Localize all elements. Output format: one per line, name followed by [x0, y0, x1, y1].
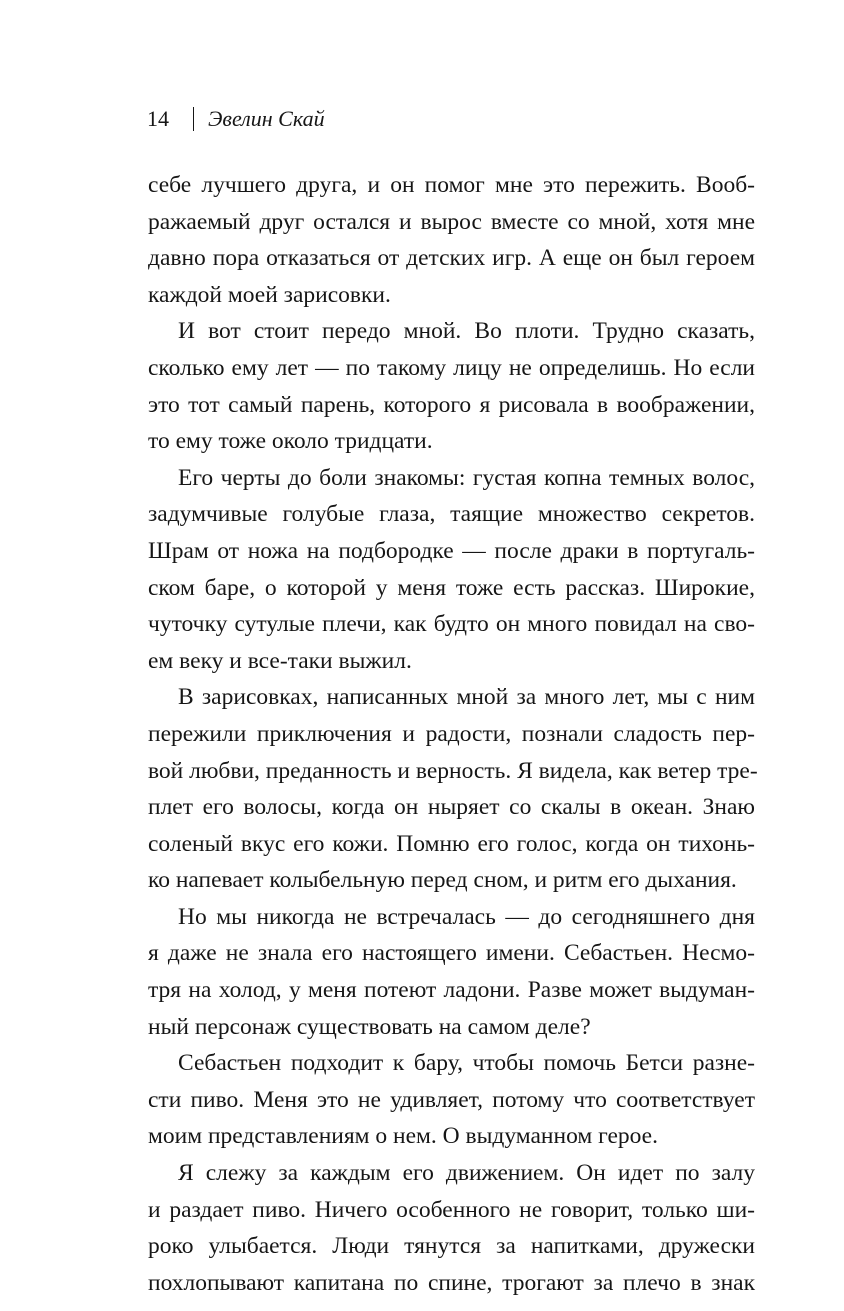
text-line: то ему тоже около тридцати.	[148, 428, 433, 455]
paragraph	[148, 679, 758, 899]
text-line: задумчивые голубые глаза, таящие множество секретов.	[148, 501, 755, 528]
text-line: похлопывают капитана по спине, трогают за плечо в знак	[148, 1269, 755, 1296]
text-line: ражаемый друг остался и вырос вместе со мной, хотя мне	[148, 208, 755, 235]
paragraph	[148, 460, 755, 680]
running-head	[147, 104, 325, 134]
text-line: Себастьен подходит к бару, чтобы помочь Бетси разне-	[178, 1050, 755, 1077]
text-line: Его черты до боли знакомы: густая копна темных волос,	[178, 464, 755, 491]
body-text	[148, 167, 758, 1301]
text-line: моим представлениям о нем. О выдуманном герое.	[148, 1123, 658, 1150]
text-line: сти пиво. Меня это не удивляет, потому что соответствует	[148, 1086, 755, 1113]
text-line: ный персонаж существовать на самом деле?	[148, 1013, 591, 1040]
text-line: Шрам от ножа на подбородке — после драки в португаль-	[148, 537, 755, 564]
text-line: плет его волосы, когда он ныряет со скалы в океан. Знаю	[148, 794, 755, 821]
paragraph	[148, 1155, 755, 1301]
paragraph	[148, 899, 755, 1045]
text-line: вой любви, преданность и верность. Я видела, как ветер тре-	[148, 757, 758, 784]
header-separator	[193, 107, 194, 131]
text-line: сколько ему лет — по такому лицу не определишь. Но если	[148, 354, 755, 381]
text-line: и раздает пиво. Ничего особенного не говорит, только ши-	[148, 1196, 755, 1223]
text-line: В зарисовках, написанных мной за много лет, мы с ним	[178, 684, 755, 711]
paragraph	[148, 313, 755, 459]
page-number: 14	[147, 106, 169, 131]
text-line: Я слежу за каждым его движением. Он идет по залу	[178, 1160, 755, 1187]
text-line: себе лучшего друга, и он помог мне это пережить. Вооб-	[148, 172, 755, 198]
text-line: это тот самый парень, которого я рисовала в воображении,	[148, 391, 755, 418]
text-line: пережили приключения и радости, познали сладость пер-	[148, 720, 755, 747]
text-line: давно пора отказаться от детских игр. А еще он был героем	[148, 245, 755, 272]
text-line: И вот стоит передо мной. Во плоти. Трудно сказать,	[178, 318, 755, 345]
text-line: ем веку и все-таки выжил.	[148, 647, 412, 674]
text-line: соленый вкус его кожи. Помню его голос, когда он тихонь-	[148, 830, 755, 857]
paragraph	[148, 167, 755, 313]
text-line: ко напевает колыбельную перед сном, и ритм его дыхания.	[148, 867, 737, 894]
text-line: Но мы никогда не встречалась — до сегодняшнего дня	[178, 903, 755, 930]
text-line: я даже не знала его настоящего имени. Себастьен. Несмо-	[148, 940, 755, 967]
text-line: каждой моей зарисовки.	[148, 281, 391, 308]
text-line: чуточку сутулые плечи, как будто он много повидал на сво-	[148, 611, 755, 638]
text-line: ском баре, о которой у меня тоже есть рассказ. Широкие,	[148, 574, 755, 601]
book-author: Эвелин Скай	[208, 106, 325, 131]
text-line: тря на холод, у меня потеют ладони. Разве может выдуман-	[148, 977, 755, 1004]
paragraph	[148, 1045, 755, 1155]
text-line: роко улыбается. Люди тянутся за напитками, дружески	[148, 1233, 755, 1260]
